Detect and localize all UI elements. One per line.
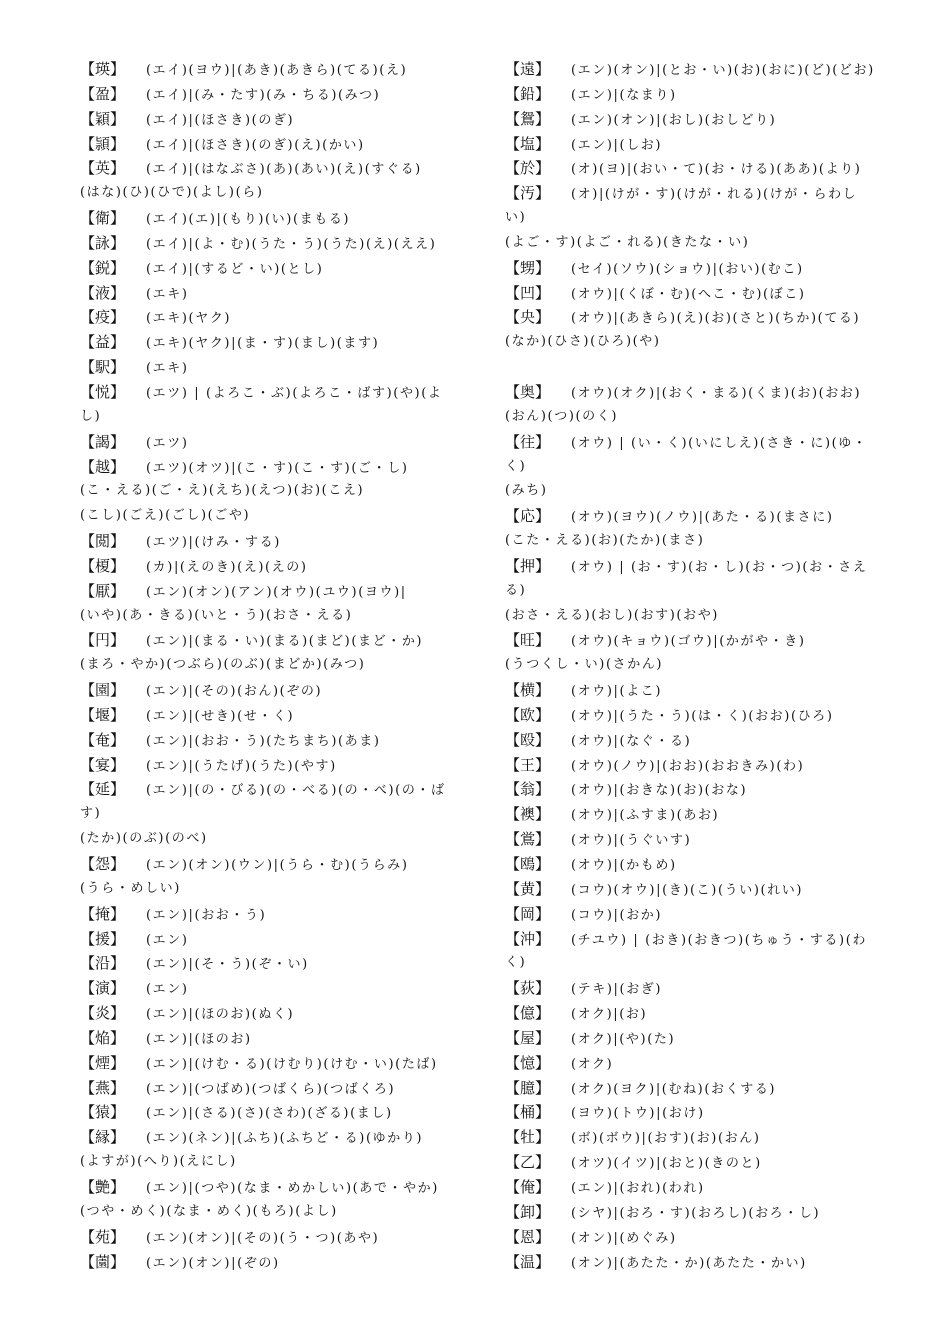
dictionary-entry — [505, 802, 915, 827]
dictionary-entry — [505, 355, 915, 380]
entry-reading: (オウ) | (い・く)(いにしえ)(さき・に)(ゆ・ — [571, 435, 868, 451]
dictionary-entry — [505, 380, 915, 405]
entry-reading: (オウ) | (お・す)(お・し)(お・つ)(お・さえ — [571, 559, 868, 575]
dictionary-entry — [505, 678, 915, 703]
dictionary-entry — [505, 1200, 915, 1225]
entry-kanji: 【王】 — [505, 755, 551, 774]
entry-kanji: 【宴】 — [80, 755, 126, 774]
dictionary-entry — [80, 902, 490, 927]
entry-reading: (オ)(ヨ)|(おい・て)(お・ける)(ああ)(より) — [571, 162, 862, 178]
entry-reading: (エン)|(しお) — [571, 137, 663, 153]
dictionary-entry — [80, 802, 490, 827]
entry-kanji: 【横】 — [505, 681, 551, 700]
entry-kanji: 【鴛】 — [505, 109, 551, 128]
entry-reading: (エン)|(つばめ)(つばくら)(つばくろ) — [146, 1081, 396, 1097]
entry-kanji: 【黄】 — [505, 879, 551, 898]
dictionary-entry — [505, 529, 915, 554]
dictionary-entry — [505, 330, 915, 355]
dictionary-entry — [505, 1076, 915, 1101]
entry-reading: (エイ)|(み・たす)(み・ちる)(みつ) — [146, 87, 381, 103]
entry-reading: (エン)(ネン)|(ふち)(ふちど・る)(ゆかり) — [146, 1131, 424, 1147]
entry-kanji: 【旺】 — [505, 631, 551, 650]
entry-reading: (エン) — [146, 932, 189, 948]
entry-kanji: 【沖】 — [505, 929, 551, 948]
entry-kanji: 【越】 — [80, 457, 126, 476]
entry-reading: (たか)(のぶ)(のべ) — [80, 831, 208, 847]
entry-reading: (エン)|(せき)(せ・く) — [146, 708, 295, 724]
dictionary-entry — [80, 132, 490, 157]
entry-kanji: 【焔】 — [80, 1028, 126, 1047]
dictionary-entry — [80, 107, 490, 132]
entry-reading: (オウ)(キョウ)(ゴウ)|(かがや・き) — [571, 634, 806, 650]
entry-reading: (コウ)(オウ)|(き)(こ)(うい)(れい) — [571, 882, 804, 898]
dictionary-entry — [80, 430, 490, 455]
entry-kanji: 【央】 — [505, 308, 551, 327]
dictionary-entry — [505, 927, 915, 952]
entry-kanji: 【援】 — [80, 929, 126, 948]
entry-reading: (エツ) — [146, 435, 189, 451]
dictionary-entry — [80, 554, 490, 579]
entry-reading: (オ)|(けが・す)(けが・れる)(けが・らわし — [571, 187, 858, 203]
dictionary-entry — [80, 405, 490, 430]
dictionary-entry — [505, 1150, 915, 1175]
entry-reading: (エン)|(そ・う)(ぞ・い) — [146, 957, 309, 973]
entry-reading: (シヤ)|(おろ・す)(おろし)(おろ・し) — [571, 1205, 821, 1221]
right-column — [505, 57, 915, 1274]
entry-reading: (オウ)(オク)|(おく・まる)(くま)(お)(おお) — [571, 385, 862, 401]
entry-reading: く) — [505, 955, 527, 971]
entry-reading: (オウ)(ヨウ)(ノウ)|(あた・る)(まさに) — [571, 510, 834, 526]
dictionary-entry — [505, 1125, 915, 1150]
dictionary-entry — [80, 604, 490, 629]
entry-kanji: 【甥】 — [505, 258, 551, 277]
dictionary-entry — [505, 132, 915, 157]
entry-reading: (オウ)|(おきな)(お)(おな) — [571, 783, 748, 799]
entry-reading: (エン)|(ほのお) — [146, 1031, 252, 1047]
entry-reading: (エン)|(おれ)(われ) — [571, 1180, 705, 1196]
entry-kanji: 【演】 — [80, 979, 126, 998]
dictionary-entry — [80, 1175, 490, 1200]
dictionary-entry — [80, 1026, 490, 1051]
entry-reading: (オツ)(イツ)|(おと)(きのと) — [571, 1156, 762, 1172]
entry-kanji: 【液】 — [80, 283, 126, 302]
entry-reading: (チユウ) | (おき)(おきつ)(ちゅう・する)(わ — [571, 932, 867, 948]
dictionary-entry — [80, 827, 490, 852]
entry-kanji: 【奄】 — [80, 730, 126, 749]
entry-kanji: 【閲】 — [80, 532, 126, 551]
dictionary-entry — [505, 902, 915, 927]
entry-reading: (エン)(オン)|(とお・い)(お)(おに)(ど)(どお) — [571, 63, 875, 78]
entry-kanji: 【襖】 — [505, 805, 551, 824]
entry-reading: (エン)|(おお・う)(たちまち)(あま) — [146, 733, 381, 749]
dictionary-entry — [505, 455, 915, 480]
entry-kanji: 【縁】 — [80, 1128, 126, 1147]
entry-reading: (なか)(ひさ)(ひろ)(や) — [505, 334, 661, 350]
entry-reading: (いや)(あ・きる)(いと・う)(おさ・える) — [80, 607, 353, 623]
entry-reading: (エン)|(つや)(なま・めかしい)(あで・やか) — [146, 1180, 439, 1196]
entry-kanji: 【炎】 — [80, 1004, 126, 1023]
dictionary-entry — [505, 877, 915, 902]
dictionary-entry — [505, 231, 915, 256]
entry-kanji: 【塩】 — [505, 134, 551, 153]
entry-reading: (つや・めく)(なま・めく)(もろ)(よし) — [80, 1203, 338, 1219]
dictionary-entry — [505, 753, 915, 778]
entry-reading: (エイ)(エ)|(もり)(い)(まもる) — [146, 212, 351, 228]
entry-reading: (こた・える)(お)(たか)(まさ) — [505, 533, 705, 549]
dictionary-entry — [80, 951, 490, 976]
dictionary-entry — [505, 604, 915, 629]
entry-kanji: 【凹】 — [505, 283, 551, 302]
entry-reading: (エン)|(さる)(さ)(さわ)(ざる)(まし) — [146, 1106, 393, 1122]
dictionary-entry — [505, 504, 915, 529]
entry-kanji: 【憶】 — [505, 1053, 551, 1072]
dictionary-entry — [505, 107, 915, 132]
entry-kanji: 【荻】 — [505, 979, 551, 998]
entry-kanji: 【遠】 — [505, 60, 551, 78]
dictionary-entry — [80, 852, 490, 877]
left-column — [80, 57, 490, 1274]
dictionary-entry — [505, 1100, 915, 1125]
entry-kanji: 【悦】 — [80, 382, 126, 401]
entry-reading: (おさ・える)(おし)(おす)(おや) — [505, 607, 719, 623]
entry-kanji: 【屋】 — [505, 1028, 551, 1047]
entry-reading: (うつくし・い)(さかん) — [505, 657, 664, 673]
entry-reading: (オク)|(お) — [571, 1007, 648, 1023]
entry-kanji: 【掩】 — [80, 904, 126, 923]
entry-reading: (セイ)(ソウ)(ショウ)|(おい)(むこ) — [571, 261, 804, 277]
entry-reading: (オウ)|(うぐいす) — [571, 833, 692, 849]
dictionary-entry — [505, 951, 915, 976]
dictionary-entry — [80, 1076, 490, 1101]
entry-reading: (エキ)(ヤク)|(ま・す)(まし)(ます) — [146, 336, 380, 352]
entry-kanji: 【円】 — [80, 631, 126, 650]
entry-reading: (エイ)|(ほさき)(のぎ)(え)(かい) — [146, 137, 365, 153]
entry-reading: (エツ) | (よろこ・ぶ)(よろこ・ばす)(や)(よ — [146, 385, 443, 401]
dictionary-entry — [505, 156, 915, 181]
entry-reading: (オウ)|(あきら)(え)(お)(さと)(ちか)(てる) — [571, 311, 861, 327]
entry-kanji: 【堰】 — [80, 705, 126, 724]
entry-kanji: 【鉛】 — [505, 84, 551, 103]
entry-kanji: 【苑】 — [80, 1227, 126, 1246]
entry-reading: (エツ)|(けみ・する) — [146, 535, 281, 551]
dictionary-entry — [505, 852, 915, 877]
dictionary-entry — [80, 1001, 490, 1026]
entry-kanji: 【鋭】 — [80, 258, 126, 277]
entry-reading: (テキ)|(おぎ) — [571, 982, 663, 998]
entry-kanji: 【殴】 — [505, 730, 551, 749]
entry-kanji: 【汚】 — [505, 184, 551, 203]
entry-reading: (ボ)(ボウ)|(おす)(お)(おん) — [571, 1131, 761, 1147]
dictionary-entry — [505, 57, 915, 82]
entry-kanji: 【欧】 — [505, 705, 551, 724]
entry-reading: (オン)|(あたた・か)(あたた・かい) — [571, 1255, 807, 1271]
dictionary-entry — [80, 156, 490, 181]
entry-reading: く) — [505, 458, 527, 474]
dictionary-entry — [80, 628, 490, 653]
entry-kanji: 【於】 — [505, 159, 551, 178]
dictionary-entry — [505, 305, 915, 330]
entry-reading: (よご・す)(よご・れる)(きたな・い) — [505, 234, 750, 250]
entry-kanji: 【薗】 — [80, 1252, 126, 1271]
entry-kanji: 【鴎】 — [505, 855, 551, 873]
dictionary-entry — [80, 206, 490, 231]
entry-kanji: 【押】 — [505, 556, 551, 575]
dictionary-entry — [80, 703, 490, 728]
dictionary-entry — [505, 206, 915, 231]
dictionary-entry — [80, 728, 490, 753]
entry-reading: (おん)(つ)(のく) — [505, 408, 619, 424]
dictionary-entry — [80, 455, 490, 480]
entry-reading: (エン) — [146, 982, 189, 998]
entry-reading: (エツ)(オツ)|(こ・す)(こ・す)(ご・し) — [146, 460, 409, 476]
entry-kanji: 【謁】 — [80, 432, 126, 451]
entry-reading: (エイ)|(ほさき)(のぎ) — [146, 112, 295, 128]
entry-reading: (エン)(オン)(ウン)|(うら・む)(うらみ) — [146, 858, 409, 873]
entry-reading: (オウ)|(うた・う)(は・く)(おお)(ひろ) — [571, 708, 834, 724]
dictionary-entry — [505, 256, 915, 281]
entry-reading: (オク) — [571, 1056, 614, 1072]
entry-kanji: 【疫】 — [80, 308, 126, 327]
entry-kanji: 【盈】 — [80, 84, 126, 103]
dictionary-entry — [80, 529, 490, 554]
entry-reading: (うら・めしい) — [80, 880, 181, 896]
entry-kanji: 【猿】 — [80, 1103, 126, 1122]
dictionary-entry — [80, 355, 490, 380]
entry-reading: (エン)(オン)|(おし)(おしどり) — [571, 112, 777, 128]
entry-reading: (エン)|(まる・い)(まる)(まど)(まど・か) — [146, 634, 424, 650]
entry-reading: (エン)|(けむ・る)(けむり)(けむ・い)(たば) — [146, 1056, 438, 1072]
entry-kanji: 【延】 — [80, 780, 126, 799]
entry-kanji: 【園】 — [80, 681, 126, 700]
entry-kanji: 【英】 — [80, 159, 126, 178]
dictionary-entry — [505, 653, 915, 678]
entry-reading: (オウ)|(なぐ・る) — [571, 733, 692, 749]
dictionary-entry — [505, 728, 915, 753]
entry-reading: (エン)|(の・びる)(の・べる)(の・べ)(の・ば — [146, 783, 446, 799]
entry-kanji: 【詠】 — [80, 233, 126, 252]
dictionary-entry — [505, 1026, 915, 1051]
entry-reading: (オウ)(ノウ)|(おお)(おおきみ)(わ) — [571, 758, 805, 774]
entry-reading: (エン)|(その)(おん)(ぞの) — [146, 684, 323, 700]
entry-kanji: 【榎】 — [80, 556, 126, 575]
dictionary-entry — [505, 777, 915, 802]
entry-reading: し) — [80, 408, 102, 424]
dictionary-entry — [80, 479, 490, 504]
entry-kanji: 【頴】 — [80, 134, 126, 153]
dictionary-entry — [80, 1125, 490, 1150]
entry-reading: す) — [80, 806, 102, 822]
dictionary-entry — [80, 877, 490, 902]
dictionary-entry — [80, 1200, 490, 1225]
dictionary-entry — [80, 1150, 490, 1175]
entry-reading: (オウ)|(ふすま)(あお) — [571, 808, 720, 824]
dictionary-entry — [80, 256, 490, 281]
dictionary-entry — [505, 554, 915, 579]
entry-reading: (よすが)(へり)(えにし) — [80, 1154, 237, 1170]
entry-reading: (カ)|(えのき)(え)(えの) — [146, 559, 308, 575]
entry-reading: (オン)|(めぐみ) — [571, 1230, 677, 1246]
entry-reading: (オク)(ヨク)|(むね)(おくする) — [571, 1081, 777, 1097]
entry-reading: (エキ)(ヤク) — [146, 311, 232, 327]
dictionary-entry — [80, 330, 490, 355]
dictionary-entry — [80, 82, 490, 107]
entry-kanji: 【益】 — [80, 333, 126, 352]
entry-reading: (エイ)|(するど・い)(とし) — [146, 261, 324, 277]
dictionary-entry — [505, 281, 915, 306]
dictionary-entry — [505, 405, 915, 430]
entry-kanji: 【厭】 — [80, 581, 126, 600]
entry-reading: (はな)(ひ)(ひで)(よし)(ら) — [80, 185, 264, 201]
entry-kanji: 【岡】 — [505, 904, 551, 923]
entry-reading: (エキ) — [146, 286, 189, 302]
dictionary-entry — [80, 1250, 490, 1275]
dictionary-entry — [80, 57, 490, 82]
dictionary-entry — [80, 1051, 490, 1076]
dictionary-entry — [505, 1225, 915, 1250]
entry-kanji: 【温】 — [505, 1252, 551, 1271]
entry-reading: (こし)(ごえ)(ごし)(ごや) — [80, 508, 251, 524]
dictionary-entry — [505, 181, 915, 206]
entry-kanji: 【臆】 — [505, 1078, 551, 1097]
entry-kanji: 【怨】 — [80, 855, 126, 873]
entry-reading: い) — [505, 210, 527, 226]
dictionary-entry — [80, 181, 490, 206]
dictionary-entry — [80, 380, 490, 405]
entry-kanji: 【鴬】 — [505, 830, 551, 849]
dictionary-entry — [505, 1001, 915, 1026]
dictionary-entry — [80, 653, 490, 678]
dictionary-entry — [80, 1225, 490, 1250]
entry-reading: (エン)|(おお・う) — [146, 907, 267, 923]
dictionary-entry — [80, 579, 490, 604]
dictionary-entry — [505, 628, 915, 653]
entry-kanji: 【億】 — [505, 1004, 551, 1023]
entry-reading: (みち) — [505, 483, 548, 499]
entry-reading: (エイ)(ヨウ)|(あき)(あきら)(てる)(え) — [146, 63, 408, 78]
entry-reading: (ヨウ)(トウ)|(おけ) — [571, 1106, 705, 1122]
entry-reading: (エン)(オン)(アン)(オウ)(ユウ)(ヨウ)| — [146, 584, 407, 600]
dictionary-entry — [505, 579, 915, 604]
entry-reading: (オク)|(や)(た) — [571, 1031, 676, 1047]
entry-reading: (エイ)|(よ・む)(うた・う)(うた)(え)(ええ) — [146, 236, 437, 252]
entry-reading: る) — [505, 582, 527, 598]
entry-reading: (エイ)|(はなぶさ)(あ)(あい)(え)(すぐる) — [146, 162, 422, 178]
dictionary-entry — [80, 976, 490, 1001]
entry-kanji: 【応】 — [505, 507, 551, 526]
entry-kanji: 【穎】 — [80, 109, 126, 128]
entry-kanji: 【煙】 — [80, 1053, 126, 1072]
dictionary-entry — [505, 703, 915, 728]
dictionary-entry — [505, 976, 915, 1001]
entry-kanji: 【俺】 — [505, 1177, 551, 1196]
entry-reading: (コウ)|(おか) — [571, 907, 663, 923]
entry-reading: (オウ)|(くぼ・む)(へこ・む)(ぼこ) — [571, 286, 806, 302]
dictionary-entry — [80, 281, 490, 306]
entry-kanji: 【瑛】 — [80, 60, 126, 78]
entry-reading: (オウ)|(かもめ) — [571, 858, 677, 873]
entry-reading: (エン)(オン)|(その)(う・つ)(あや) — [146, 1230, 380, 1246]
entry-kanji: 【恩】 — [505, 1227, 551, 1246]
entry-kanji: 【衛】 — [80, 209, 126, 228]
entry-kanji: 【牡】 — [505, 1128, 551, 1147]
dictionary-entry — [505, 1051, 915, 1076]
entry-reading: (エン)|(うたげ)(うた)(やす) — [146, 758, 337, 774]
entry-kanji: 【燕】 — [80, 1078, 126, 1097]
entry-kanji: 【卸】 — [505, 1202, 551, 1221]
entry-reading: (エン)(オン)|(ぞの) — [146, 1255, 280, 1271]
dictionary-entry — [505, 430, 915, 455]
entry-kanji: 【艶】 — [80, 1177, 126, 1196]
dictionary-entry — [80, 504, 490, 529]
entry-reading: (こ・える)(ご・え)(えち)(えつ)(お)(こえ) — [80, 483, 365, 499]
entry-reading: (エキ) — [146, 361, 189, 377]
dictionary-entry — [80, 231, 490, 256]
dictionary-entry — [505, 827, 915, 852]
entry-kanji: 【駅】 — [80, 358, 126, 377]
entry-reading: (オウ)|(よこ) — [571, 684, 663, 700]
dictionary-entry — [80, 753, 490, 778]
entry-reading: (エン)|(なまり) — [571, 87, 677, 103]
entry-kanji: 【乙】 — [505, 1153, 551, 1172]
dictionary-entry — [80, 777, 490, 802]
entry-kanji: 【奥】 — [505, 382, 551, 401]
entry-reading: (エン)|(ほのお)(ぬく) — [146, 1007, 295, 1023]
entry-kanji: 【往】 — [505, 432, 551, 451]
entry-reading: (まろ・やか)(つぶら)(のぶ)(まどか)(みつ) — [80, 657, 366, 673]
dictionary-entry — [505, 479, 915, 504]
dictionary-entry — [80, 678, 490, 703]
entry-kanji: 【桶】 — [505, 1103, 551, 1122]
entry-kanji: 【翁】 — [505, 780, 551, 799]
entry-kanji: 【沿】 — [80, 954, 126, 973]
dictionary-entry — [80, 1100, 490, 1125]
dictionary-entry — [505, 82, 915, 107]
dictionary-entry — [80, 305, 490, 330]
dictionary-entry — [505, 1175, 915, 1200]
dictionary-entry — [80, 927, 490, 952]
dictionary-entry — [505, 1250, 915, 1275]
